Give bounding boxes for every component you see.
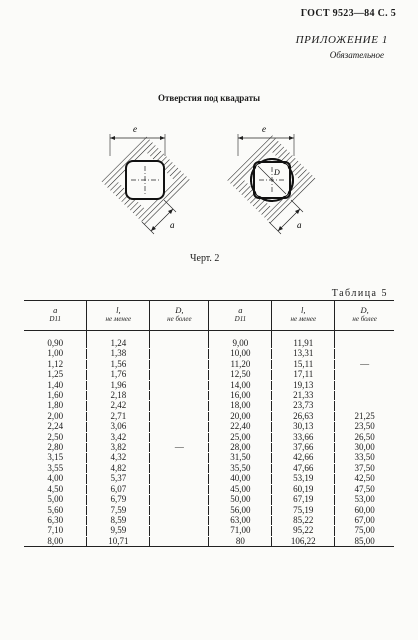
col-header: a D11 <box>24 301 87 331</box>
table-cell: 3,42 <box>87 432 150 442</box>
table-cell: 11,20 <box>209 359 272 369</box>
col-header: D, не более <box>150 301 209 331</box>
table-cell: 2,80 <box>47 442 64 453</box>
table-cell <box>335 401 394 411</box>
table-cell: 33,66 <box>272 432 335 442</box>
table-cell: 13,31 <box>272 349 335 359</box>
table-cell: 80 <box>209 536 272 546</box>
table-cell: 30,00 <box>335 443 394 453</box>
dimensions-table <box>24 300 394 547</box>
table-cell: 4,50 <box>47 483 64 494</box>
table-cell: 60,00 <box>335 505 394 515</box>
table-cell: 26,50 <box>335 432 394 442</box>
table-cell: 2,50 <box>47 431 64 442</box>
figure-caption: Черт. 2 <box>190 253 220 264</box>
table-row <box>24 432 394 442</box>
table-cell <box>150 474 209 484</box>
table-cell <box>150 422 209 432</box>
table-cell: 19,13 <box>272 380 335 390</box>
table-cell: 1,60 <box>47 390 64 401</box>
table-row <box>24 526 394 536</box>
table-cell: 11,91 <box>272 331 335 349</box>
table-cell <box>335 380 394 390</box>
table-cell <box>150 359 209 369</box>
label-e2: e <box>262 124 266 134</box>
table-cell <box>150 432 209 442</box>
table-row <box>24 495 394 505</box>
table-cell: 3,55 <box>47 462 64 473</box>
table-cell: 67,00 <box>335 515 394 525</box>
table-cell <box>335 349 394 359</box>
table-cell: 60,19 <box>272 484 335 494</box>
label-a2: a <box>297 220 302 230</box>
table-row <box>24 536 394 546</box>
table-cell: 8,00 <box>24 536 87 546</box>
table-cell: 31,50 <box>209 453 272 463</box>
table-cell: 4,82 <box>87 463 150 473</box>
table-cell: 85,22 <box>272 515 335 525</box>
table-cell: 2,42 <box>87 401 150 411</box>
label-d2: D <box>274 168 280 177</box>
table-cell: 16,00 <box>209 391 272 401</box>
table-cell: 5,60 <box>47 504 64 515</box>
table-cell: — <box>335 359 394 369</box>
table-cell: — <box>150 443 209 453</box>
table-cell: 17,11 <box>272 370 335 380</box>
table-cell: 15,11 <box>272 359 335 369</box>
table-cell: 6,30 <box>47 514 64 525</box>
table-row <box>24 401 394 411</box>
table-cell: 6,79 <box>87 495 150 505</box>
table-row <box>24 453 394 463</box>
appendix-subtitle: Обязательное <box>329 50 384 60</box>
table-cell: 8,59 <box>87 515 150 525</box>
table-row <box>24 380 394 390</box>
table-cell: 47,50 <box>335 484 394 494</box>
table-cell: 45,00 <box>209 484 272 494</box>
table-cell: 67,19 <box>272 495 335 505</box>
table-cell: 21,33 <box>272 391 335 401</box>
table-cell: 2,24 <box>47 421 64 432</box>
table-cell: 26,63 <box>272 411 335 421</box>
table-cell: 1,80 <box>47 400 64 411</box>
table-row <box>24 370 394 380</box>
table-cell: 18,00 <box>209 401 272 411</box>
table-cell: 25,00 <box>209 432 272 442</box>
table-cell: 1,12 <box>47 358 64 369</box>
table-row <box>24 349 394 359</box>
table-title: Таблица 5 <box>331 288 388 299</box>
table-cell: 47,66 <box>272 463 335 473</box>
table-cell <box>150 331 209 349</box>
table-row <box>24 505 394 515</box>
table-cell: 23,73 <box>272 401 335 411</box>
table-cell <box>150 411 209 421</box>
table-cell <box>150 401 209 411</box>
col-header: D, не более <box>335 301 394 331</box>
table-cell: 71,00 <box>209 526 272 536</box>
table-cell: 3,06 <box>87 422 150 432</box>
table-cell: 1,76 <box>87 370 150 380</box>
table-cell: 40,00 <box>209 474 272 484</box>
table-cell <box>150 463 209 473</box>
table-row <box>24 411 394 421</box>
col-header: l, не менее <box>87 301 150 331</box>
table-row <box>24 443 394 453</box>
table-cell: 1,56 <box>87 359 150 369</box>
table-cell: 50,00 <box>209 495 272 505</box>
table-cell: 10,00 <box>209 349 272 359</box>
col-header: l, не менее <box>272 301 335 331</box>
table-cell <box>150 526 209 536</box>
table-cell <box>335 391 394 401</box>
table-cell: 12,50 <box>209 370 272 380</box>
table-cell: 2,18 <box>87 391 150 401</box>
table-row <box>24 484 394 494</box>
table-cell: 33,50 <box>335 453 394 463</box>
table-row <box>24 422 394 432</box>
table-cell: 85,00 <box>335 536 394 546</box>
table-cell <box>150 515 209 525</box>
table-cell: 5,00 <box>47 494 64 505</box>
table-cell <box>335 370 394 380</box>
table-cell: 1,40 <box>47 379 64 390</box>
table-cell: 3,82 <box>87 443 150 453</box>
table-cell: 20,00 <box>209 411 272 421</box>
table-cell <box>150 349 209 359</box>
table-cell: 9,59 <box>87 526 150 536</box>
figure-square-hole <box>100 124 190 234</box>
table-cell: 30,13 <box>272 422 335 432</box>
table-cell: 2,71 <box>87 411 150 421</box>
table-body <box>24 331 394 547</box>
table-cell: 7,10 <box>47 525 64 536</box>
table-row <box>24 515 394 525</box>
appendix-title: ПРИЛОЖЕНИЕ 1 <box>295 34 388 46</box>
figure-title: Отверстия под квадраты <box>157 93 261 103</box>
col-header: a D11 <box>209 301 272 331</box>
table-row <box>24 359 394 369</box>
table-cell <box>150 370 209 380</box>
table-cell: 14,00 <box>209 380 272 390</box>
table-header-row <box>24 301 394 331</box>
page-header: ГОСТ 9523—84 С. 5 <box>300 8 396 19</box>
table-cell: 21,25 <box>335 411 394 421</box>
table-cell <box>150 536 209 546</box>
table-cell <box>150 484 209 494</box>
table-cell <box>150 453 209 463</box>
label-e1: e <box>133 124 137 134</box>
table-cell: 37,66 <box>272 443 335 453</box>
table-cell: 56,00 <box>209 505 272 515</box>
table-cell: 1,25 <box>47 369 64 380</box>
table-cell: 42,66 <box>272 453 335 463</box>
table-row <box>24 391 394 401</box>
table-cell: 5,37 <box>87 474 150 484</box>
table-cell: 22,40 <box>209 422 272 432</box>
table-cell: 23,50 <box>335 422 394 432</box>
table-cell: 63,00 <box>209 515 272 525</box>
table-cell: 2,00 <box>47 410 64 421</box>
table-cell: 53,00 <box>335 495 394 505</box>
table-cell <box>150 391 209 401</box>
table-cell: 10,71 <box>87 536 150 546</box>
table-row <box>24 474 394 484</box>
table-cell: 28,00 <box>209 443 272 453</box>
table-cell: 4,32 <box>87 453 150 463</box>
table-cell: 7,59 <box>87 505 150 515</box>
table-cell <box>335 331 394 349</box>
table-cell: 9,00 <box>209 331 272 349</box>
figure-drawings <box>0 108 418 250</box>
table-cell <box>150 380 209 390</box>
table-cell: 3,15 <box>47 452 64 463</box>
table-cell: 75,19 <box>272 505 335 515</box>
table-cell: 53,19 <box>272 474 335 484</box>
table-cell: 37,50 <box>335 463 394 473</box>
table-cell: 95,22 <box>272 526 335 536</box>
table-cell: 106,22 <box>272 536 335 546</box>
table-cell: 1,24 <box>87 331 150 349</box>
table-cell: 4,00 <box>47 473 64 484</box>
table-cell <box>150 505 209 515</box>
figure-square-hole-relief <box>227 124 317 234</box>
table-cell: 35,50 <box>209 463 272 473</box>
table-cell: 1,00 <box>47 348 64 359</box>
table-cell: 75,00 <box>335 526 394 536</box>
table-row <box>24 331 394 349</box>
table-cell: 1,96 <box>87 380 150 390</box>
table-cell: 0,90 <box>47 338 64 348</box>
table-cell: 42,50 <box>335 474 394 484</box>
label-a1: a <box>170 220 175 230</box>
table-cell: 1,38 <box>87 349 150 359</box>
table-cell: 6,07 <box>87 484 150 494</box>
table-cell <box>150 495 209 505</box>
table-row <box>24 463 394 473</box>
